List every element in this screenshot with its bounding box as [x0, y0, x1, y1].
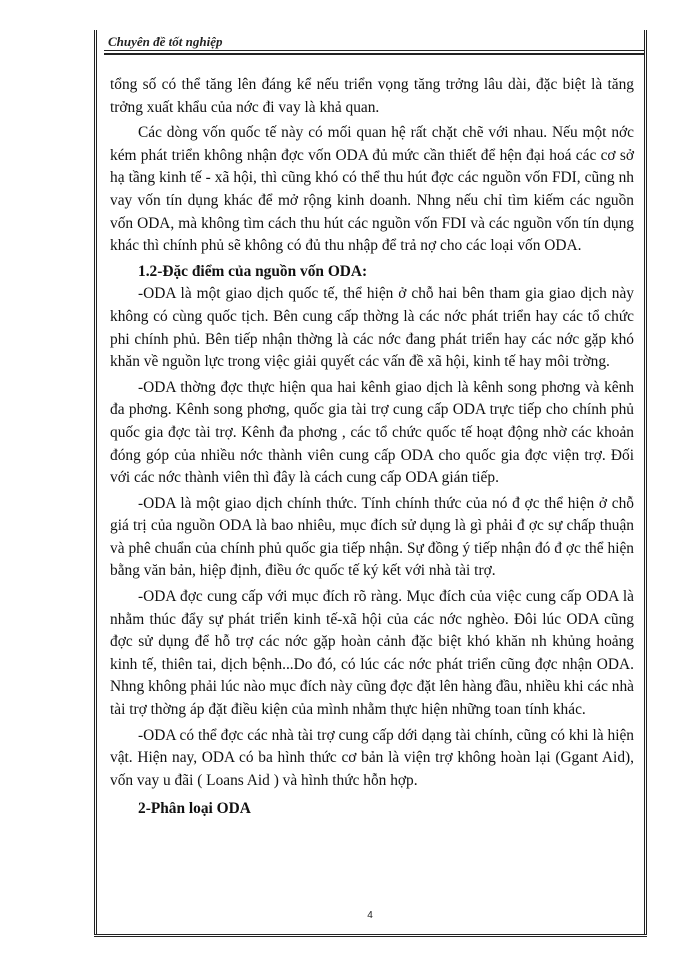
paragraph-international-transaction: -ODA là một giao dịch quốc tế, thể hiện ở chỗ hai bên tham gia giao dịch này không có cùng quốc tịch. Bên cung cấp thờng là các nớc phát triển hay các tổ chức phi chính phủ. Bên tiếp nhận thờng là các nớc đang phát triển hay các nớc gặp khó khăn về nguồn lực trong việc giải quyết các vấn đề xã hội, kinh tế hay môi trờng. [110, 285, 634, 371]
paragraph-continuation: tổng số có thể tăng lên đáng kể nếu triển vọng tăng trởng lâu dài, đặc biệt là tăng trởng xuất khẩu của nớc đi vay là khả quan. [110, 76, 634, 116]
page-border-right [644, 30, 647, 935]
paragraph-channels: -ODA thờng đợc thực hiện qua hai kênh giao dịch là kênh song phơng và kênh đa phơng. Kênh song phơng, quốc gia tài trợ cung cấp ODA trực tiếp cho chính phủ quốc gia đợc tài trợ. Kênh đa phơng , các tổ chức quốc tế hoạt động nhờ các khoản đóng góp của nhiều nớc thành viên cung cấp ODA cho quốc gia đợc viện trợ. Đối với các nớc thành viên thì đây là cách cung cấp ODA gián tiếp. [110, 378, 634, 487]
page-number: 4 [367, 910, 373, 921]
paragraph-official-transaction: -ODA là một giao dịch chính thức. Tính chính thức của nó đ ợc thể hiện ở chỗ giá trị của nguồn ODA là bao nhiêu, mục đích sử dụng là gì phải đ ợc sự chấp thuận và phê chuẩn của chính phủ quốc gia tiếp nhận. Sự đồng ý tiếp nhận đó đ ợc thể hiện bằng văn bản, hiệp định, điều ớc quốc tế ký kết với nhà tài trợ. [110, 494, 634, 580]
paragraph-capital-flows: Các dòng vốn quốc tế này có mối quan hệ rất chặt chẽ với nhau. Nếu một nớc kém phát triển không nhận đợc vốn ODA đủ mức cần thiết để hện đại hoá các cơ sở hạ tầng kinh tế - xã hội, thì cũng khó có thể thu hút đợc các nguồn vốn FDI, cũng nh vay vốn tín dụng khác để mở rộng kinh doanh. Nhng nếu chỉ tìm kiếm các nguồn vốn ODA, mà không tìm cách thu hút các nguồn vốn FDI và các nguồn vốn tín dụng khác thì chính phủ sẽ không có đủ thu nhập để trả nợ cho các loại vốn ODA. [110, 124, 634, 255]
running-header: Chuyên đề tốt nghiệp [108, 34, 223, 49]
paragraph-forms: -ODA có thể đợc các nhà tài trợ cung cấp dới dạng tài chính, cũng có khi là hiện vật. Hiện nay, ODA có ba hình thức cơ bản là viện trợ không hoàn lại (Ggant Aid), vốn vay u đãi ( Loans Aid ) và hình thức hỗn hợp. [110, 726, 634, 789]
section-heading-2: 2-Phân loại ODA [138, 800, 251, 818]
header-rule-thick [104, 53, 644, 55]
paragraph-purpose: -ODA đợc cung cấp với mục đích rõ ràng. Mục đích của việc cung cấp ODA là nhằm thúc đẩy sự phát triển kinh tế-xã hội của các nớc nghèo. Đôi lúc ODA cũng đợc sử dụng để hỗ trợ các nớc gặp hoàn cảnh đặc biệt khó khăn nh khủng hoảng kinh tế, thiên tai, dịch bệnh...Do đó, có lúc các nớc phát triển cũng đợc nhận ODA. Nhng không phải lúc nào mục đích này cũng đợc đặt lên hàng đầu, nhiều khi các nhà tài trợ thờng áp đặt điều kiện của mình nhằm thực hiện những toan tính khác. [110, 588, 634, 719]
header-rule-thin [104, 50, 644, 51]
section-heading-1-2: 1.2-Đặc điểm của nguồn vốn ODA: [138, 262, 368, 280]
page-border-left [94, 30, 97, 935]
page-border-bottom [94, 934, 647, 937]
body-text [110, 74, 634, 821]
